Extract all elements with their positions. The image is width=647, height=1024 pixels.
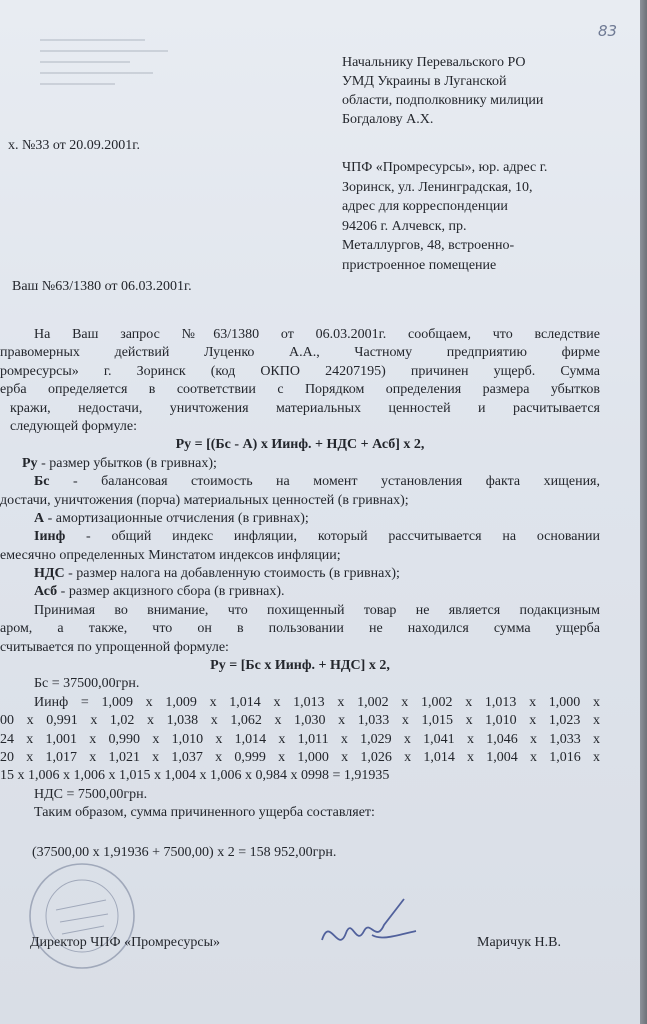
sender-line: пристроенное помещение — [342, 257, 497, 273]
reply-reference: Ваш №63/1380 от 06.03.2001г. — [12, 279, 192, 294]
definition-nds — [0, 565, 600, 583]
director-title: Директор ЧПФ «Промресурсы» — [30, 935, 220, 950]
term: Ру — [22, 455, 38, 471]
body-line: Принимая во внимание, что похищенный товар не является подакцизным — [34, 602, 600, 618]
definition-bs — [0, 473, 600, 491]
term: НДС — [34, 566, 65, 582]
bs-value: Бс = 37500,00грн. — [34, 676, 140, 692]
definition-asb — [0, 583, 600, 601]
definition-ru — [0, 455, 600, 473]
body-line: емесячно определенных Минстатом индексов инфляции; — [0, 547, 341, 563]
definition-inf — [0, 528, 600, 546]
letter-body — [0, 326, 600, 823]
inflation-line: Иинф = 1,009 х 1,009 х 1,014 х 1,013 х 1,002 х 1,002 х 1,013 х 1,000 х — [34, 694, 600, 710]
page-number: 83 — [598, 22, 618, 40]
definition-text: - балансовая стоимость на момент установления факта хищения, — [49, 474, 600, 490]
body-line: кражи, недостачи, уничтожения материальных ценностей и расчитывается — [10, 400, 600, 416]
body-line: аром, а также, что он в пользовании не находился сумма ущерба — [0, 621, 600, 637]
outgoing-number: х. №33 от 20.09.2001г. — [8, 138, 140, 153]
term: Бс — [34, 474, 50, 490]
conclusion: Таким образом, сумма причиненного ущерба составляет: — [34, 805, 375, 821]
addressee-line: Богдалову А.Х. — [342, 112, 434, 127]
term: Асб — [34, 584, 58, 600]
term: А — [34, 510, 45, 526]
definition-text: - общий индекс инфляции, который рассчитывается на основании — [65, 529, 600, 545]
definition-text: - амортизационные отчисления (в гривнах); — [44, 510, 309, 526]
page-edge-shadow — [640, 0, 647, 1024]
inflation-line: 24 х 1,001 х 0,990 х 1,010 х 1,014 х 1,011 х 1,029 х 1,041 х 1,046 х 1,033 х — [0, 731, 600, 747]
sender-line: Металлургов, 48, встроенно- — [342, 238, 515, 253]
faded-letterhead — [40, 30, 190, 110]
inflation-line: 15 х 1,006 х 1,006 х 1,015 х 1,004 х 1,006 х 0,984 х 0998 = 1,91935 — [0, 768, 390, 784]
body-line: правомерных действий Луценко А.А., Частному предприятию фирме — [0, 345, 600, 361]
sender-block — [342, 158, 547, 275]
definition-text: - размер убытков (в гривнах); — [37, 455, 217, 471]
body-line: На Ваш запрос №63/1380 от 06.03.2001г. сообщаем, что вследствие — [34, 327, 600, 342]
addressee-line: области, подполковнику милиции — [342, 93, 544, 108]
sender-line: Зоринск, ул. Ленинградская, 10, — [342, 179, 533, 195]
addressee-line: Начальнику Перевальского РО — [342, 55, 526, 70]
inflation-line: 00 х 0,991 х 1,02 х 1,038 х 1,062 х 1,030 х 1,033 х 1,015 х 1,010 х 1,023 х — [0, 713, 600, 729]
sender-line: адрес для корреспонденции — [342, 199, 508, 214]
signature — [312, 895, 422, 965]
company-stamp — [26, 860, 138, 972]
body-line: достачи, уничтожения (порча) материальных ценностей (в гривнах); — [0, 492, 409, 508]
nds-value: НДС = 7500,00грн. — [34, 786, 148, 802]
body-line: считывается по упрощенной формуле: — [0, 639, 229, 655]
addressee-line: УМД Украины в Луганской — [342, 74, 507, 89]
body-line: ромресурсы» г. Зоринск (код ОКПО 24207195) причинен ущерб. Сумма — [0, 363, 600, 379]
sender-line: ЧПФ «Промресурсы», юр. адрес г. — [342, 160, 548, 175]
addressee-block — [342, 53, 543, 129]
term: Іинф — [34, 529, 66, 545]
definition-text: - размер акцизного сбора (в гривнах). — [57, 584, 285, 600]
definition-a — [0, 510, 600, 528]
body-line: следующей формуле: — [10, 418, 137, 434]
total-calculation: (37500,00 х 1,91936 + 7500,00) х 2 = 158 952,00грн. — [32, 845, 337, 860]
formula-full: Ру = [(Бс - А) х Иинф. + НДС + Асб] х 2, — [175, 437, 425, 453]
body-line: ерба определяется в соответствии с Порядком определения размера убытков — [0, 382, 600, 398]
definition-text: - размер налога на добавленную стоимость (в гривнах); — [64, 566, 400, 582]
inflation-line: 20 х 1,017 х 1,021 х 1,037 х 0,999 х 1,000 х 1,026 х 1,014 х 1,004 х 1,016 х — [0, 749, 600, 765]
signatory-name: Маричук Н.В. — [477, 935, 561, 950]
sender-line: 94206 г. Алчевск, пр. — [342, 218, 467, 234]
formula-simplified: Ру = [Бс х Иинф. + НДС] х 2, — [210, 658, 390, 674]
